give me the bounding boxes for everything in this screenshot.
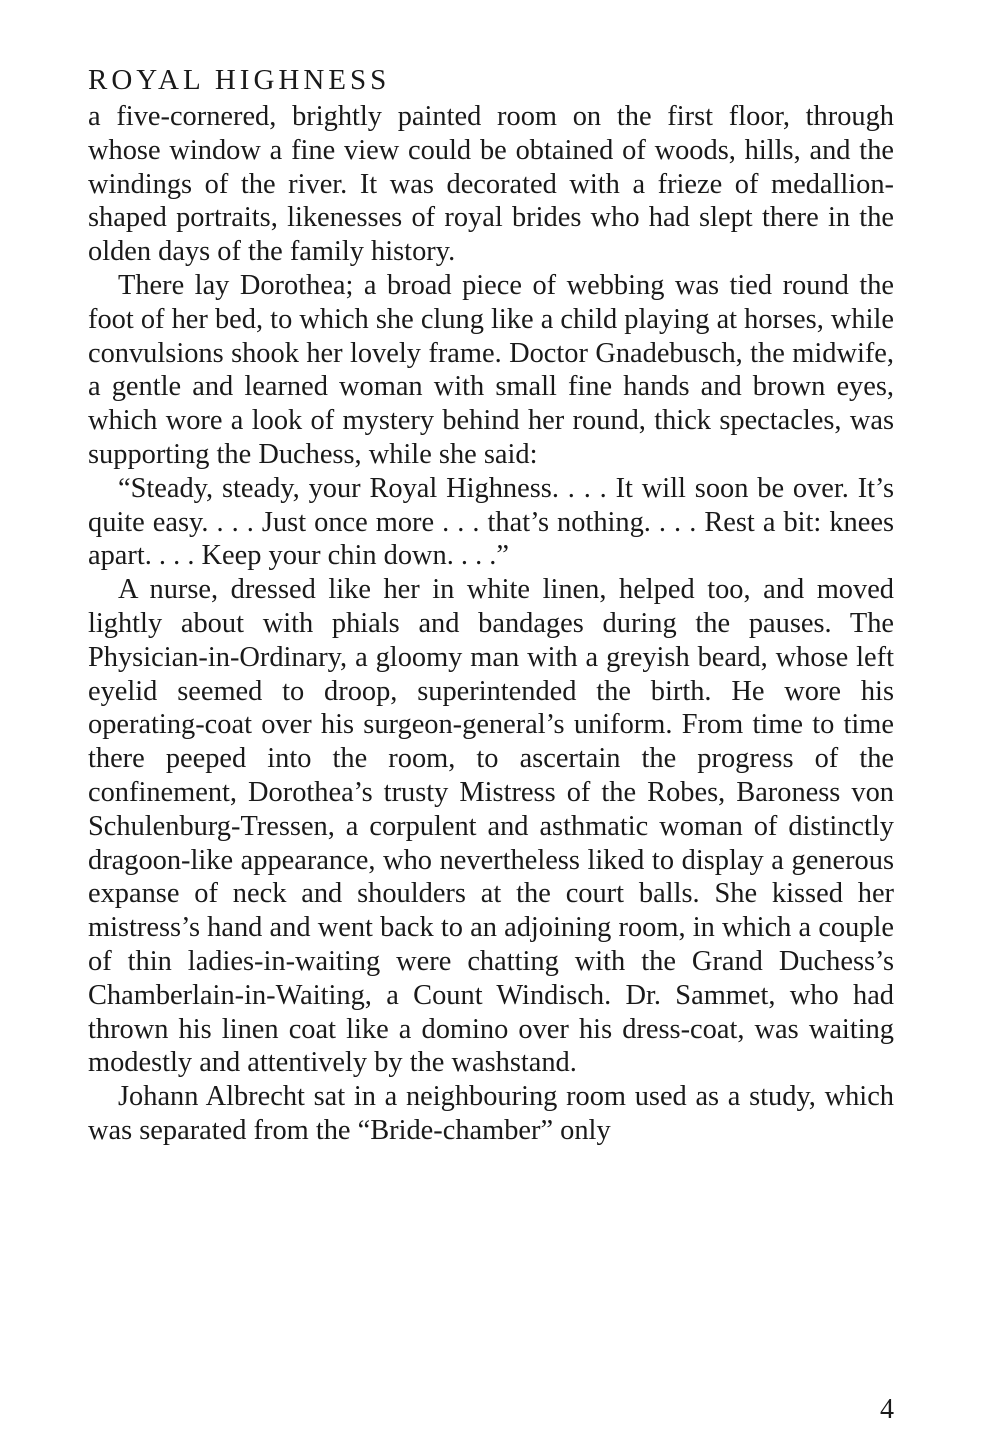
book-page: [88, 62, 894, 1425]
paragraph-nurse-and-attendants: A nurse, dressed like her in white linen, helped too, and moved lightly about with phials and bandages during the pauses. The Physician-in-Ordinary, a gloomy man with a greyish beard, whose left eyelid seemed to droop, superintended the birth. He wore his operating-coat over his surgeon-general’s uniform. From time to time there peeped into the room, to ascertain the progress of the confinement, Dorothea’s trusty Mistress of the Robes, Baroness von Schulenburg-Tressen, a corpulent and asthmatic woman of distinctly dragoon-like appearance, who nevertheless liked to display a generous expanse of neck and shoulders at the court balls. She kissed her mistress’s hand and went back to an adjoining room, in which a couple of thin ladies-in-waiting were chatting with the Grand Duchess’s Chamberlain-in-Waiting, a Count Windisch. Dr. Sammet, who had thrown his linen coat like a domino over his dress-coat, was waiting modestly and attentively by the washstand.: [88, 574, 894, 1079]
paragraph-johann-albrecht: Johann Albrecht sat in a neighbouring room used as a study, which was separated from the “Bride-chamber” only: [88, 1081, 894, 1146]
paragraph-dorothea: There lay Dorothea; a broad piece of webbing was tied round the foot of her bed, to which she clung like a child playing at horses, while convulsions shook her lovely frame. Doctor Gnadebusch, the midwife, a gentle and learned woman with small fine hands and brown eyes, which wore a look of mystery behind her round, thick spectacles, was supporting the Duchess, while she said:: [88, 269, 894, 470]
page-number: 4: [880, 1394, 894, 1425]
paragraph-midwife-speech: “Steady, steady, your Royal Highness. . . . It will soon be over. It’s quite easy. . . . Just once more . . . that’s nothing. . . . Rest a bit: knees apart. . . . Keep your chin down. . . .”: [88, 472, 894, 572]
paragraph-room-description: a five-cornered, brightly painted room on the first floor, through whose window a fine view could be obtained of woods, hills, and the windings of the river. It was decorated with a frieze of medallion-shaped portraits, likenesses of royal brides who had slept there in the olden days of the family history.: [88, 101, 894, 268]
running-head: ROYAL HIGHNESS: [88, 64, 391, 96]
